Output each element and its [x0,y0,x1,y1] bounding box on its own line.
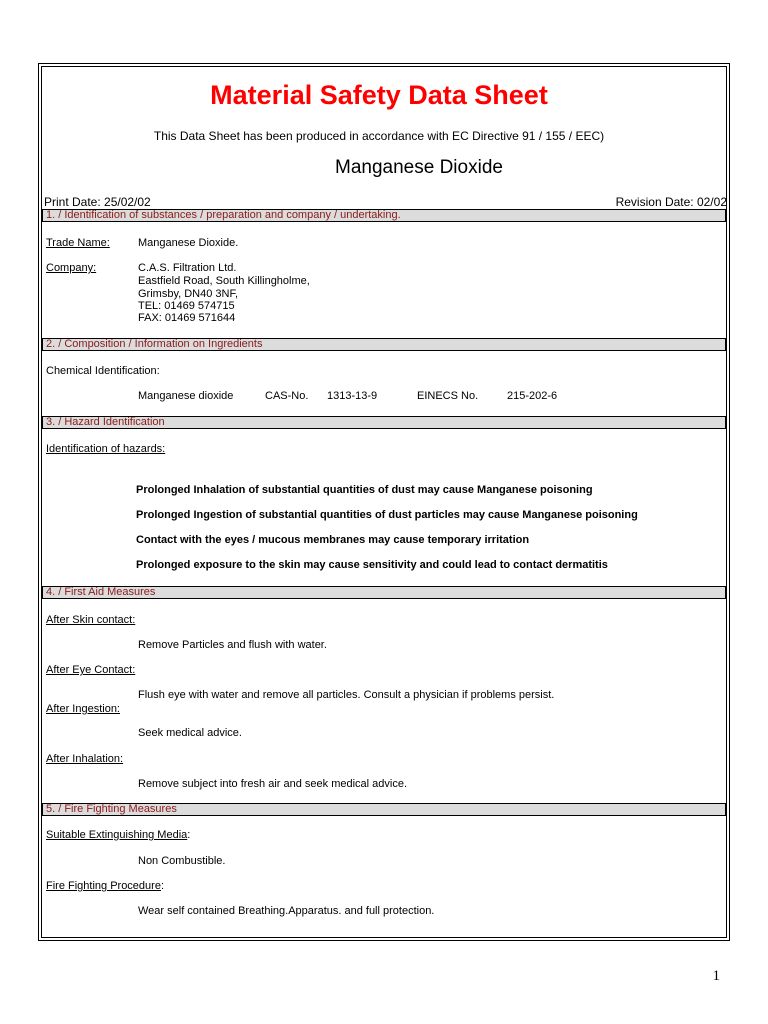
trade-name-value: Manganese Dioxide. [138,237,239,249]
company-address-line: Eastfield Road, South Killingholme, [138,275,310,287]
page-number: 1 [712,968,720,984]
skin-contact-label: After Skin contact: [46,614,136,626]
inhalation-label: After Inhalation: [46,753,124,765]
trade-name-label: Trade Name: [46,237,110,249]
inhalation-text: Remove subject into fresh air and seek medical advice. [138,778,408,790]
skin-contact-text: Remove Particles and flush with water. [138,639,327,651]
hazard-item: Prolonged Ingestion of substantial quantities of dust particles may cause Manganese poisoning [136,509,638,521]
chemical-identification-label: Chemical Identification: [46,365,160,377]
extinguishing-media-label: Suitable Extinguishing Media [46,829,188,841]
einecs-label: EINECS No. [417,390,479,402]
company-name: C.A.S. Filtration Ltd. [138,262,237,274]
substance-name: Manganese dioxide [138,390,234,402]
fire-procedure-text: Wear self contained Breathing.Apparatus. and full protection. [138,905,435,917]
section-1-heading: 1. / Identification of substances / preparation and company / undertaking. [42,209,726,222]
einecs-value: 215-202-6 [507,390,558,402]
cas-value: 1313-13-9 [327,390,378,402]
document-title: Material Safety Data Sheet [210,80,548,110]
product-name: Manganese Dioxide [335,157,503,178]
eye-contact-label: After Eye Contact: [46,664,136,676]
company-label: Company: [46,262,97,274]
company-phone: TEL: 01469 574715 [138,300,235,312]
eye-contact-text: Flush eye with water and remove all particles. Consult a physician if problems persist. [138,689,555,701]
company-address-line: Grimsby, DN40 3NF, [138,288,239,300]
extinguishing-media-text: Non Combustible. [138,855,226,867]
directive-statement: This Data Sheet has been produced in accordance with EC Directive 91 / 155 / EEC) [153,129,605,143]
hazard-item: Prolonged exposure to the skin may cause sensitivity and could lead to contact dermatitis [136,559,608,571]
colon: : [187,829,191,841]
cas-label: CAS-No. [265,390,309,402]
company-fax: FAX: 01469 571644 [138,312,236,324]
section-5-heading: 5. / Fire Fighting Measures [42,803,726,816]
ingestion-text: Seek medical advice. [138,727,242,739]
ingestion-label: After Ingestion: [46,703,120,715]
hazard-item: Prolonged Inhalation of substantial quantities of dust may cause Manganese poisoning [136,484,593,496]
extinguishing-media-line [46,829,190,841]
fire-procedure-label: Fire Fighting Procedure [46,880,161,892]
print-date: Print Date: 25/02/02 [44,195,151,209]
section-4-heading: 4. / First Aid Measures [42,586,726,599]
colon: : [160,880,165,892]
hazards-label: Identification of hazards: [46,443,166,455]
section-2-heading: 2. / Composition / Information on Ingredients [42,338,726,351]
hazard-item: Contact with the eyes / mucous membranes may cause temporary irritation [136,534,530,546]
section-3-heading: 3. / Hazard Identification [42,416,726,429]
revision-date: Revision Date: 02/02 [615,195,727,209]
fire-procedure-line [46,880,164,892]
